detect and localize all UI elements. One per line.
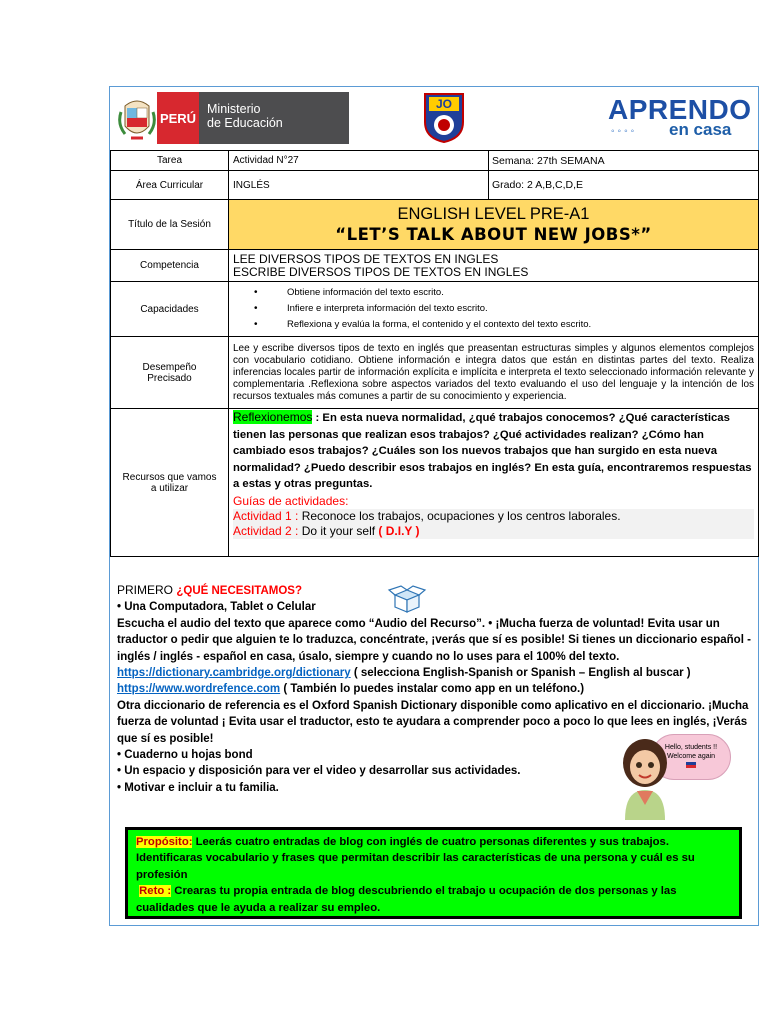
recursos-label-line-1: Recursos que vamos (122, 471, 217, 483)
session-title (229, 200, 759, 250)
ministry-line-2: de Educación (207, 116, 283, 130)
titulo-label: Título de la Sesión (111, 200, 229, 250)
desempeno-text: Lee y escribe diversos tipos de texto en inglés que preasentan estructuras simples y algunos elementos complejos con vocabulario cotidiano. Obtiene información e integra datos que están en distintas partes del texto. Realiza inferencias locales partir de información explícita e implícita e interpreta el texto seleccionado información relevante y complementaria .Reflexiona sobre aspectos variados del texto evaluando el uso del lenguaje y la intención de los recursos textuales más comunes a partir de su conocimiento y experiencia. (229, 337, 759, 409)
link1-line (117, 665, 757, 681)
actividad-1-label: Actividad 1 : (233, 508, 299, 523)
desempeno-label (111, 337, 229, 409)
ministry-line-1: Ministerio (207, 102, 261, 116)
table-row (111, 409, 759, 557)
wordreference-link[interactable]: https://www.wordrefence.com (117, 683, 281, 696)
table-row (111, 282, 759, 337)
table-row (111, 250, 759, 282)
table-row (111, 171, 759, 200)
actividad-1-text: Reconoce los trabajos, ocupaciones y los centros laborales. (298, 508, 621, 523)
reflexionemos-paragraph (233, 409, 754, 493)
cambridge-dictionary-link[interactable]: https://dictionary.cambridge.org/dictionary (117, 667, 351, 680)
que-necesitamos-label: ¿QUÉ NECESITAMOS? (176, 585, 302, 597)
tarea-value: Actividad N°27 (229, 151, 489, 171)
tarea-label: Tarea (111, 151, 229, 171)
otro-paragraph: Otra diccionario de referencia es el Oxford Spanish Dictionary disponible como aplicativo en el diccionario. ¡Mucha fuerza de voluntad ¡ Evita usar el traductor, esto te ayudara a comprender poco a poco lo que lees en inglés, ¡Verás que sí es posible! (117, 699, 749, 745)
peru-label: PERÚ (157, 92, 199, 144)
teacher-avatar-illustration (615, 735, 735, 820)
list-item: • Un espacio y disposición para ver el video y desarrollar sus actividades. (117, 765, 521, 778)
table-row (111, 200, 759, 250)
list-item: • Cuaderno u hojas bond (117, 749, 253, 762)
actividad-1 (233, 509, 754, 524)
reto-label: Reto : (139, 885, 172, 898)
competencia-line-1: LEE DIVERSOS TIPOS DE TEXTOS EN INGLES (233, 251, 499, 266)
escucha-paragraph: Escucha el audio del texto que aparece como “Audio del Recurso”. • ¡Mucha fuerza de voluntad! Evita usar un traductor o pedir que alguien te lo traduzca, concéntrate, ¡verás que sí es posible! Si tienes un diccionario español - inglés / inglés - español en casa, úsalo, siempre y cuando no lo uses para el 100% del texto. (117, 617, 751, 663)
table-row (111, 151, 759, 171)
ministry-label (199, 92, 349, 144)
competencia-label: Competencia (111, 250, 229, 282)
capacidades-label: Capacidades (111, 282, 229, 337)
actividad-2 (233, 524, 754, 539)
session-info-table (110, 150, 759, 557)
peru-coat-of-arms-icon (117, 92, 157, 144)
bubble-line-2: Welcome again (666, 753, 716, 760)
competencia-value (229, 250, 759, 282)
desempeno-label-line-1: Desempeño (142, 361, 197, 373)
reflexionemos-text: : En esta nueva normalidad, ¿qué trabajos conocemos? ¿Qué características tienen las personas que realizan esos trabajos? ¿Qué actividades realizan? ¿Cómo han cambiado esos trabajos? ¿Cuáles son los nuevos trabajos que han surgido en esta nueva normalidad? ¿Puedo describir esos trabajos en inglés? En esta guía, encontraremos respuestas a estas y otras preguntas. (233, 412, 752, 490)
grado-value: Grado: 2 A,B,C,D,E (489, 171, 759, 200)
proposito-paragraph (136, 834, 731, 883)
guias-heading: Guías de actividades: (233, 493, 349, 508)
list-item: • Infiere e interpreta información del texto escrito. (287, 301, 758, 317)
session-title-line-2: “LET’S TALK ABOUT NEW JOBS*” (335, 224, 652, 244)
competencia-line-2: ESCRIBE DIVERSOS TIPOS DE TEXTOS EN INGLES (233, 264, 529, 279)
reflexionemos-highlight: Reflexionemos (233, 410, 313, 424)
capacidades-list (229, 282, 759, 337)
purpose-box (125, 827, 742, 919)
primero-label: PRIMERO (117, 583, 177, 597)
area-value: INGLÉS (229, 171, 489, 200)
list-item: • Reflexiona y evalúa la forma, el contenido y el contexto del texto escrito. (287, 317, 758, 333)
en-casa-label: en casa (669, 120, 732, 139)
actividad-2-text: Do it your self (298, 523, 379, 538)
recursos-content (229, 409, 759, 557)
recursos-label-line-2: a utilizar (150, 482, 189, 494)
aprendo-title: APRENDO (608, 94, 752, 125)
desempeno-label-line-2: Precisado (147, 372, 192, 384)
table-row (111, 337, 759, 409)
aprendo-en-casa-logo (608, 94, 752, 140)
list-item: • Obtiene información del texto escrito. (287, 285, 758, 301)
session-title-line-1: ENGLISH LEVEL PRE-A1 (397, 204, 590, 223)
reto-text: Crearas tu propia entrada de blog descubriendo el trabajo u ocupación de dos personas y las cualidades que le ayuda a realizar su empleo. (136, 885, 677, 914)
area-label: Área Curricular (111, 171, 229, 200)
reto-paragraph (136, 883, 731, 916)
link2-note: ( También lo puedes instalar como app en un teléfono.) (280, 683, 585, 696)
recursos-label (111, 409, 229, 557)
link1-note: ( selecciona English-Spanish or Spanish – English al buscar ) (350, 667, 691, 680)
semana-value: Semana: 27th SEMANA (489, 151, 759, 171)
aprendo-dots-icon: ◦◦◦◦ (611, 126, 638, 137)
school-shield-logo (423, 92, 465, 144)
primero-heading (117, 582, 757, 599)
proposito-text: Leerás cuatro entradas de blog con inglés de cuatro personas diferentes y sus trabajos. Identificaras vocabulario y frases que permitan describir las características de una persona y cuál es su profesión (136, 836, 695, 881)
list-item: • Una Computadora, Tablet o Celular (117, 601, 316, 614)
bubble-line-1: Hello, students !! (664, 744, 718, 751)
school-shield-text: JO (435, 97, 453, 111)
actividad-2-label: Actividad 2 : (233, 523, 299, 538)
list-item: • Motivar e incluir a tu familia. (117, 781, 279, 794)
actividad-2-diy: ( D.I.Y ) (378, 523, 420, 538)
proposito-label: Propósito: (136, 836, 193, 848)
link2-line (117, 681, 757, 697)
minedu-logo (117, 92, 349, 148)
